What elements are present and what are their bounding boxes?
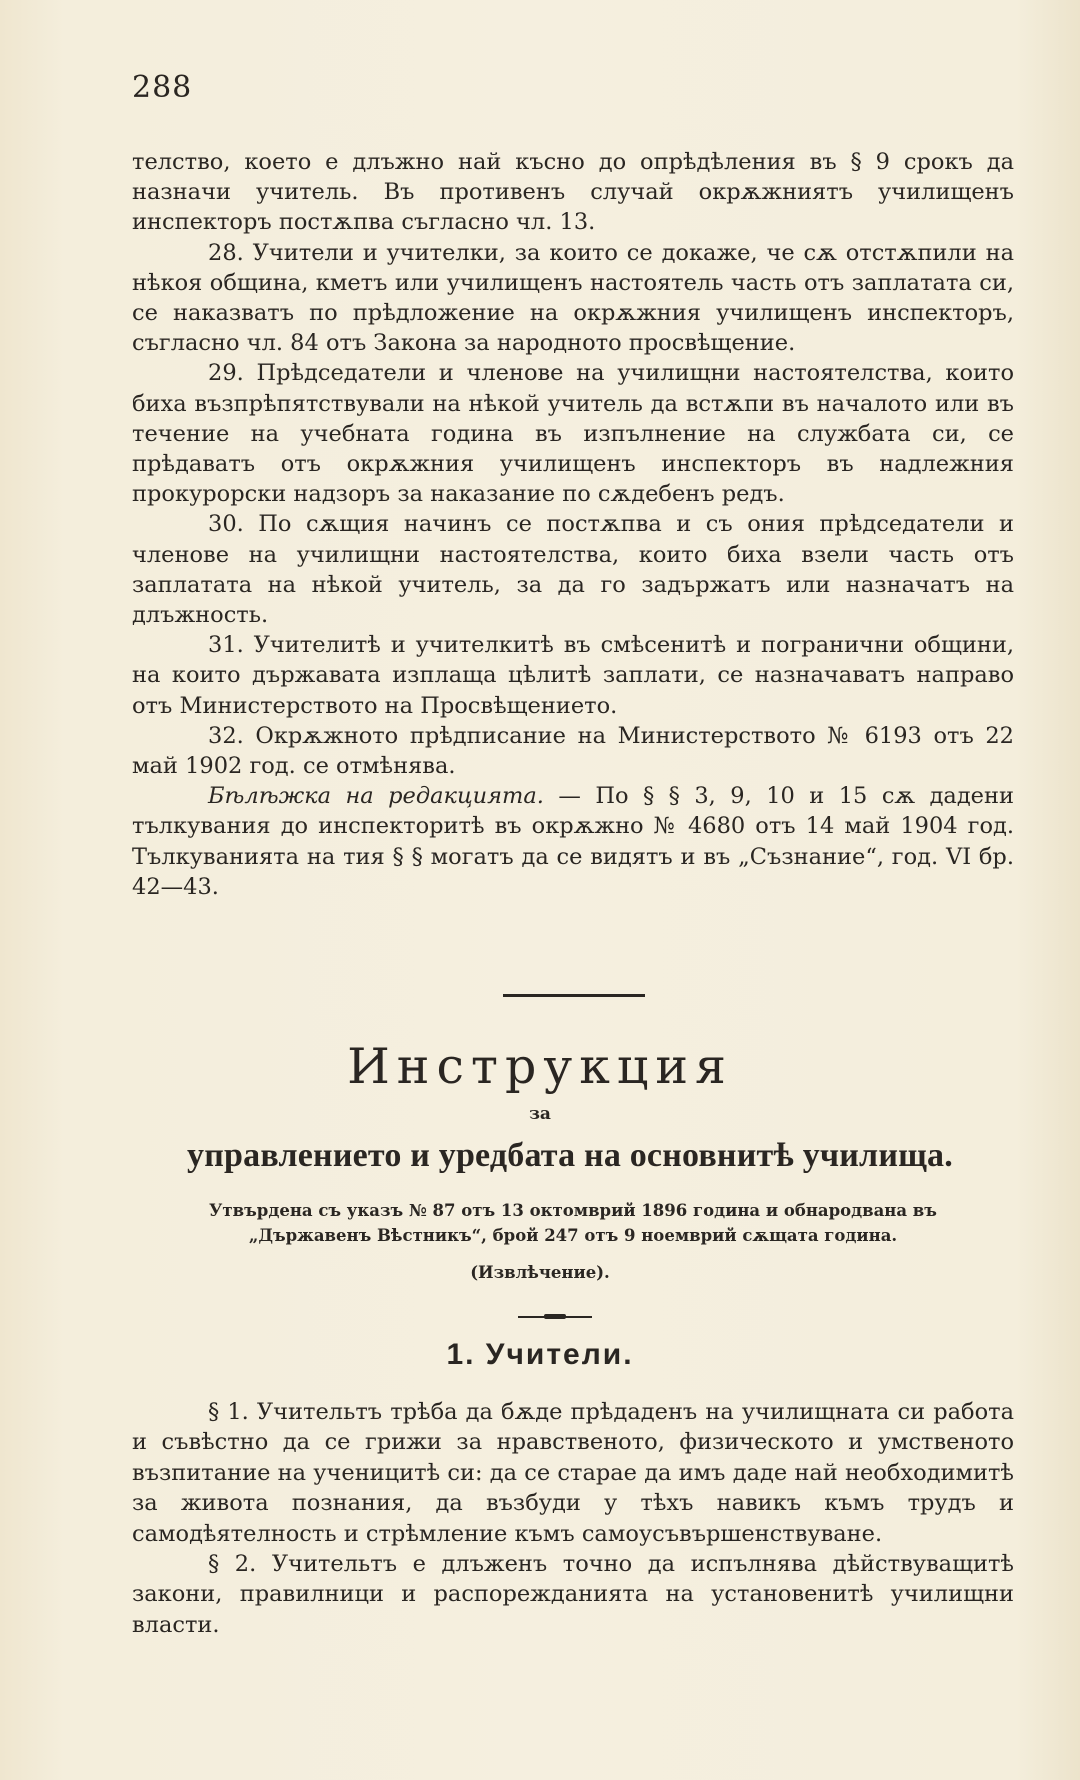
paragraph-text: 31. Учителитѣ и учителкитѣ въ смѣсенитѣ и погранични общини, на които държавата изплаща цѣлитѣ заплати, се назначаватъ направо отъ Министерството на Просвѣщението. <box>132 632 1014 719</box>
approval-line-1: Утвърдена съ указъ № 87 отъ 13 октомврий 1896 година и обнародвана въ <box>209 1201 937 1220</box>
paragraph-32 <box>132 721 1014 781</box>
paragraph-28 <box>132 238 1014 359</box>
section-divider <box>503 994 645 997</box>
paragraph-continuation <box>132 147 1014 238</box>
paragraph-29 <box>132 358 1014 509</box>
approval-line-2: „Държавенъ Вѣстникъ“, брой 247 отъ 9 ноемврий сѫщата година. <box>248 1226 898 1245</box>
paragraph-text: 32. Окрѫжното прѣдписание на Министерството № 6193 отъ 22 май 1902 год. се отмѣнява. <box>132 722 1014 780</box>
ornament-divider <box>518 1311 592 1323</box>
approval-note <box>132 1198 1014 1248</box>
paragraph-31 <box>132 630 1014 721</box>
editorial-note <box>132 781 1014 902</box>
top-text-block <box>132 147 1014 902</box>
title-preposition: за <box>529 1104 551 1124</box>
excerpt-label: (Извлѣчение). <box>470 1263 610 1282</box>
document-title: Инструкция <box>347 1038 733 1095</box>
ornament-center <box>544 1314 566 1319</box>
paragraph-30 <box>132 509 1014 630</box>
section-heading: 1. Учители. <box>446 1338 634 1371</box>
paragraph-section-1 <box>132 1397 1014 1549</box>
document-subtitle: управлението и уредбата на основнитѣ училища. <box>187 1137 953 1174</box>
paragraph-section-2 <box>132 1549 1014 1640</box>
editorial-note-text: — По § § 3, 9, 10 и 15 сѫ дадени тълкувания до инспекторитѣ въ окрѫжно № 4680 отъ 14 май 1904 год. Тълкуванията на тия § § могатъ да се видятъ и въ „Съзнание“, год. VI бр. 42—43. <box>132 783 1014 900</box>
editorial-note-lead: Бѣлѣжка на редакцията. <box>208 783 544 810</box>
paragraph-text: § 1. Учительтъ трѣба да бѫде прѣдаденъ на училищната си работа и съвѣстно да се грижи за нравственото, физическото и умственото възпитание на ученицитѣ си: да се старае да имъ даде най необходимитѣ за живота познания, да възбуди у тѣхъ навикъ къмъ трудъ и самодѣятелность и стрѣмление къмъ самоусъвършенствуване. <box>132 1399 1014 1547</box>
paragraph-text: 29. Прѣдседатели и членове на училищни настоятелства, които биха възпрѣпятствували на нѣкой учитель да встѫпи въ началото или въ течение на учебната година въ изпълнение на службата си, се прѣдаватъ отъ окрѫжния училищенъ инспекторъ въ надлежния прокурорски надзоръ за наказание по сѫдебенъ редъ. <box>132 360 1014 508</box>
paragraph-text: § 2. Учительтъ е длъженъ точно да испълнява дѣйствуващитѣ закони, правилници и распорежданията на установенитѣ училищни власти. <box>132 1551 1014 1638</box>
paragraph-text: 28. Учители и учителки, за които се докаже, че сѫ отстѫпили на нѣкоя община, кметъ или училищенъ настоятель часть отъ заплатата си, се наказватъ по прѣдложение на окрѫжния училищенъ инспекторъ, съгласно чл. 84 отъ Закона за народното просвѣщение. <box>132 239 1014 357</box>
bottom-text-block <box>132 1397 1014 1640</box>
paragraph-text: 30. По сѫщия начинъ се постѫпва и съ ония прѣдседатели и членове на училищни настоятелства, които биха взели часть отъ заплатата на нѣкой учитель, за да го задържатъ или назначатъ на длъжность. <box>132 511 1014 629</box>
paragraph-text: телство, което е длъжно най късно до опрѣдѣления въ § 9 срокъ да назначи учитель. Въ противенъ случай окрѫжниятъ училищенъ инспекторъ постѫпва съгласно чл. 13. <box>132 149 1014 236</box>
page-number: 288 <box>132 70 193 105</box>
